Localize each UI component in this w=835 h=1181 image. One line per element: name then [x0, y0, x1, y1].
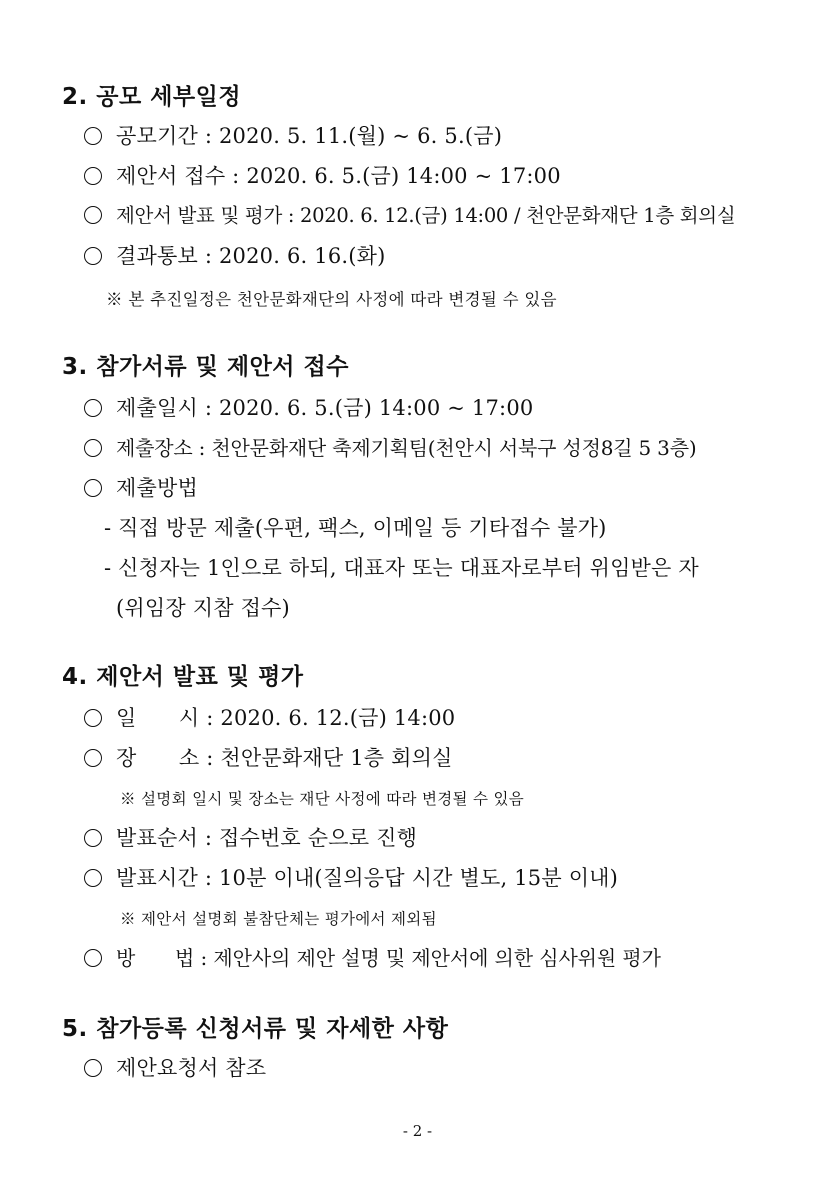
list-item: 제출일시 : 2020. 6. 5.(금) 14:00 ~ 17:00: [84, 392, 533, 422]
list-item: 제안서 발표 및 평가 : 2020. 6. 12.(금) 14:00 / 천안문화재단 1층 회의실: [84, 200, 735, 228]
page-number: - 2 -: [402, 1122, 433, 1140]
circle-bullet-icon: [84, 709, 102, 727]
circle-bullet-icon: [84, 749, 102, 767]
section-heading: 3. 참가서류 및 제안서 접수: [62, 354, 349, 380]
list-item: 발표시간 : 10분 이내(질의응답 시간 별도, 15분 이내): [84, 862, 618, 892]
circle-bullet-icon: [84, 829, 102, 847]
circle-bullet-icon: [84, 1059, 102, 1077]
circle-bullet-icon: [84, 949, 102, 967]
section-heading: 4. 제안서 발표 및 평가: [62, 664, 304, 690]
list-item: 일 시 : 2020. 6. 12.(금) 14:00: [84, 702, 455, 732]
circle-bullet-icon: [84, 869, 102, 887]
circle-bullet-icon: [84, 167, 102, 185]
list-item: 제출방법: [84, 472, 198, 502]
circle-bullet-icon: [84, 206, 102, 224]
circle-bullet-icon: [84, 247, 102, 265]
list-item: 방 법 : 제안사의 제안 설명 및 제안서에 의한 심사위원 평가: [84, 942, 661, 971]
circle-bullet-icon: [84, 439, 102, 457]
sub-item-continuation: (위임장 지참 접수): [116, 596, 290, 620]
note-text: ※ 본 추진일정은 천안문화재단의 사정에 따라 변경될 수 있음: [106, 290, 557, 309]
circle-bullet-icon: [84, 127, 102, 145]
list-item: 제출장소 : 천안문화재단 축제기획팀(천안시 서북구 성정8길 5 3층): [84, 432, 696, 461]
list-item: 결과통보 : 2020. 6. 16.(화): [84, 240, 386, 270]
note-text: ※ 설명회 일시 및 장소는 재단 사정에 따라 변경될 수 있음: [120, 790, 525, 808]
circle-bullet-icon: [84, 399, 102, 417]
list-item: 장 소 : 천안문화재단 1층 회의실: [84, 742, 453, 772]
list-item: 제안서 접수 : 2020. 6. 5.(금) 14:00 ~ 17:00: [84, 160, 561, 190]
note-text: ※ 제안서 설명회 불참단체는 평가에서 제외됨: [120, 910, 437, 928]
sub-item: - 직접 방문 제출(우편, 팩스, 이메일 등 기타접수 불가): [104, 516, 607, 540]
section-heading: 5. 참가등록 신청서류 및 자세한 사항: [62, 1016, 449, 1042]
list-item: 발표순서 : 접수번호 순으로 진행: [84, 822, 417, 852]
sub-item: - 신청자는 1인으로 하되, 대표자 또는 대표자로부터 위임받은 자: [104, 556, 699, 580]
section-heading: 2. 공모 세부일정: [62, 84, 242, 110]
list-item: 공모기간 : 2020. 5. 11.(월) ~ 6. 5.(금): [84, 120, 502, 150]
list-item: 제안요청서 참조: [84, 1052, 266, 1082]
circle-bullet-icon: [84, 479, 102, 497]
